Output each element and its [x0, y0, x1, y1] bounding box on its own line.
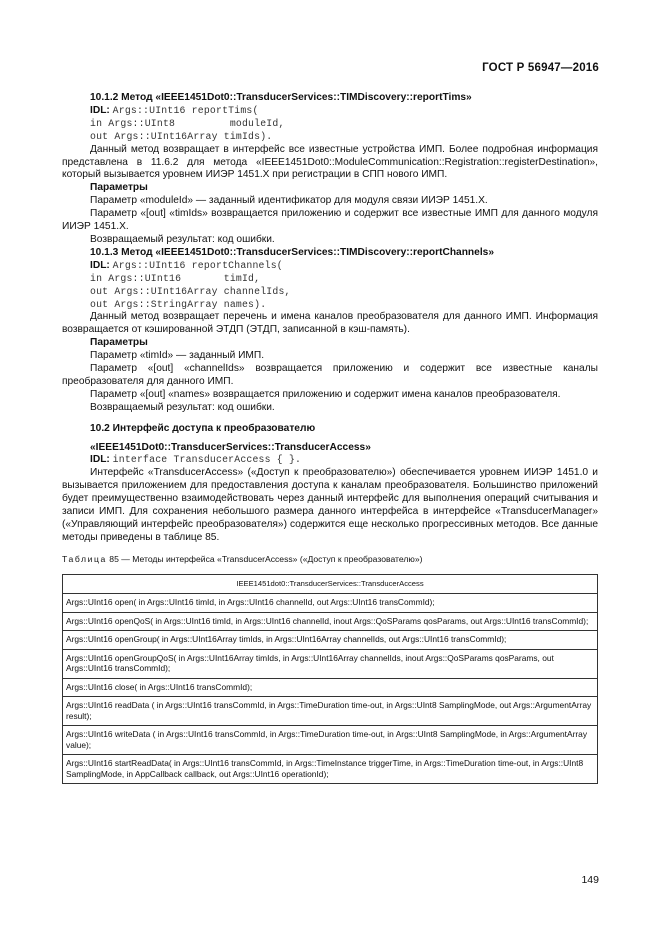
table-row — [63, 612, 598, 631]
table-row — [63, 697, 598, 726]
param-text: Параметр «moduleId» — заданный идентификатор для модуля связи ИИЭР 1451.X. — [90, 195, 488, 207]
section-1012-idl — [62, 105, 598, 118]
table-cell: Args::UInt16 startReadData( in Args::UInt16 transCommId, in Args::TimeInstance triggerTime, in Args::TimeDuration time-out, in Args::UInt8 SamplingMode, in AppCallback callback, out Args::UInt16 operationId); — [63, 755, 598, 784]
table-cell: Args::UInt16 writeData ( in Args::UInt16 transCommId, in Args::TimeDuration time-out, in Args::UInt8 SamplingMode, in Args::ArgumentArray value); — [63, 726, 598, 755]
section-102-subheading: «IEEE1451Dot0::TransducerServices::TransducerAccess» — [90, 441, 371, 453]
section-1012-heading: 10.1.2 Метод «IEEE1451Dot0::TransducerServices::TIMDiscovery::reportTims» — [90, 92, 472, 103]
section-1013-description: Данный метод возвращает перечень и имена каналов преобразователя для данного ИМП. Информация возвращается от кэшированной ЭТДП (ЭТДП, записанной в кэш-память). — [62, 311, 598, 336]
table-cell: Args::UInt16 openGroupQoS( in Args::UInt16Array timIds, in Args::UInt16Array channelIds, inout Args::QoSParams qosParams, out Args::UInt16 transCommId); — [63, 649, 598, 678]
params-heading: Параметры — [90, 337, 148, 349]
param-text: Параметр «[out] «names» возвращается приложению и содержит имена каналов преобразователя. — [90, 388, 561, 400]
idl-line: Args::UInt16 reportChannels( — [112, 259, 283, 271]
table-header-cell: IEEE1451dot0::TransducerServices::TransducerAccess — [63, 574, 598, 594]
param-text: Параметр «timId» — заданный ИМП. — [90, 350, 265, 362]
table-row — [63, 726, 598, 755]
table-header-row — [63, 574, 598, 594]
params-heading: Параметры — [90, 182, 148, 194]
table-cell: Args::UInt16 openGroup( in Args::UInt16Array timIds, in Args::UInt16Array channelIds, out Args::UInt16 transCommId); — [63, 631, 598, 650]
standard-number: ГОСТ Р 56947—2016 — [482, 62, 599, 74]
idl-line: out Args::UInt16Array timIds). — [90, 130, 273, 142]
table-cell: Args::UInt16 openQoS( in Args::UInt16 timId, in Args::UInt16 channelId, inout Args::QoSParams qosParams, out Args::UInt16 transCommId); — [63, 612, 598, 631]
table-row — [63, 631, 598, 650]
idl-line: Args::UInt16 reportTims( — [112, 104, 259, 116]
table-caption-prefix: Таблица — [62, 553, 107, 564]
idl-line: interface TransducerAccess { }. — [112, 454, 302, 466]
idl-label: IDL: — [90, 259, 110, 271]
table-row — [63, 594, 598, 613]
idl-label: IDL: — [90, 104, 110, 116]
table-row — [63, 755, 598, 784]
return-value-text: Возвращаемый результат: код ошибки. — [90, 233, 275, 245]
page-content — [62, 92, 598, 784]
idl-label: IDL: — [90, 454, 110, 466]
page-number: 149 — [581, 874, 599, 886]
table-cell: Args::UInt16 readData ( in Args::UInt16 transCommId, in Args::TimeDuration time-out, in Args::UInt8 SamplingMode, out Args::ArgumentArray result); — [63, 697, 598, 726]
idl-line: in Args::UInt16 timId, — [90, 272, 261, 284]
param-text: Параметр «[out] «channelIds» возвращается приложению и содержит все известные каналы преобразователя для данного ИМП. — [62, 363, 598, 387]
section-1013-idl — [62, 260, 598, 273]
table-cell: Args::UInt16 close( in Args::UInt16 transCommId); — [63, 678, 598, 697]
table-caption-text: 85 — Методы интерфейса «TransducerAccess» («Доступ к преобразователю») — [109, 553, 423, 564]
idl-line: in Args::UInt8 moduleId, — [90, 117, 285, 129]
param-text: Параметр «[out] «timIds» возвращается приложению и содержит все известные ИМП для данного модуля ИИЭР 1451.X. — [62, 208, 598, 233]
table-caption — [62, 553, 598, 566]
section-102-description: Интерфейс «TransducerAccess» («Доступ к преобразователю») обеспечивается уровнем ИИЭР 1451.0 и вызывается приложением для предоставления доступа к каналам преобразователя. Большинство приложений будет преимущественно взаимодействовать через данный интерфейс для выполнения операций считывания и записи ИМП. Для сохранения небольшого размера данного интерфейса в интерфейсе «TransducerManager» («Управляющий интерфейс преобразователя») содержится еще несколько прогрессивных методов. Все данные методы приведены в таблице 85. — [62, 467, 598, 543]
idl-line: out Args::StringArray names). — [90, 298, 267, 310]
section-102-heading: 10.2 Интерфейс доступа к преобразователю — [90, 422, 316, 434]
section-1013-heading: 10.1.3 Метод «IEEE1451Dot0::TransducerServices::TIMDiscovery::reportChannels» — [90, 246, 494, 258]
section-102-idl — [62, 454, 598, 467]
table-row — [63, 678, 598, 697]
section-1012-description: Данный метод возвращает в интерфейс все известные устройства ИМП. Более подробная информация представлена в 11.6.2 для метода «IEEE1451Dot0::ModuleCommunication::Registration::registerDestination», который вызывается уровнем ИИЭР 1451.X при регистрации в СПП нового ИМП. — [62, 143, 598, 181]
table-cell: Args::UInt16 open( in Args::UInt16 timId, in Args::UInt16 channelId, out Args::UInt16 transCommId); — [63, 594, 598, 613]
idl-line: out Args::UInt16Array channelIds, — [90, 285, 291, 297]
return-value-text: Возвращаемый результат: код ошибки. — [90, 401, 275, 413]
table-row — [63, 649, 598, 678]
methods-table — [62, 574, 598, 785]
